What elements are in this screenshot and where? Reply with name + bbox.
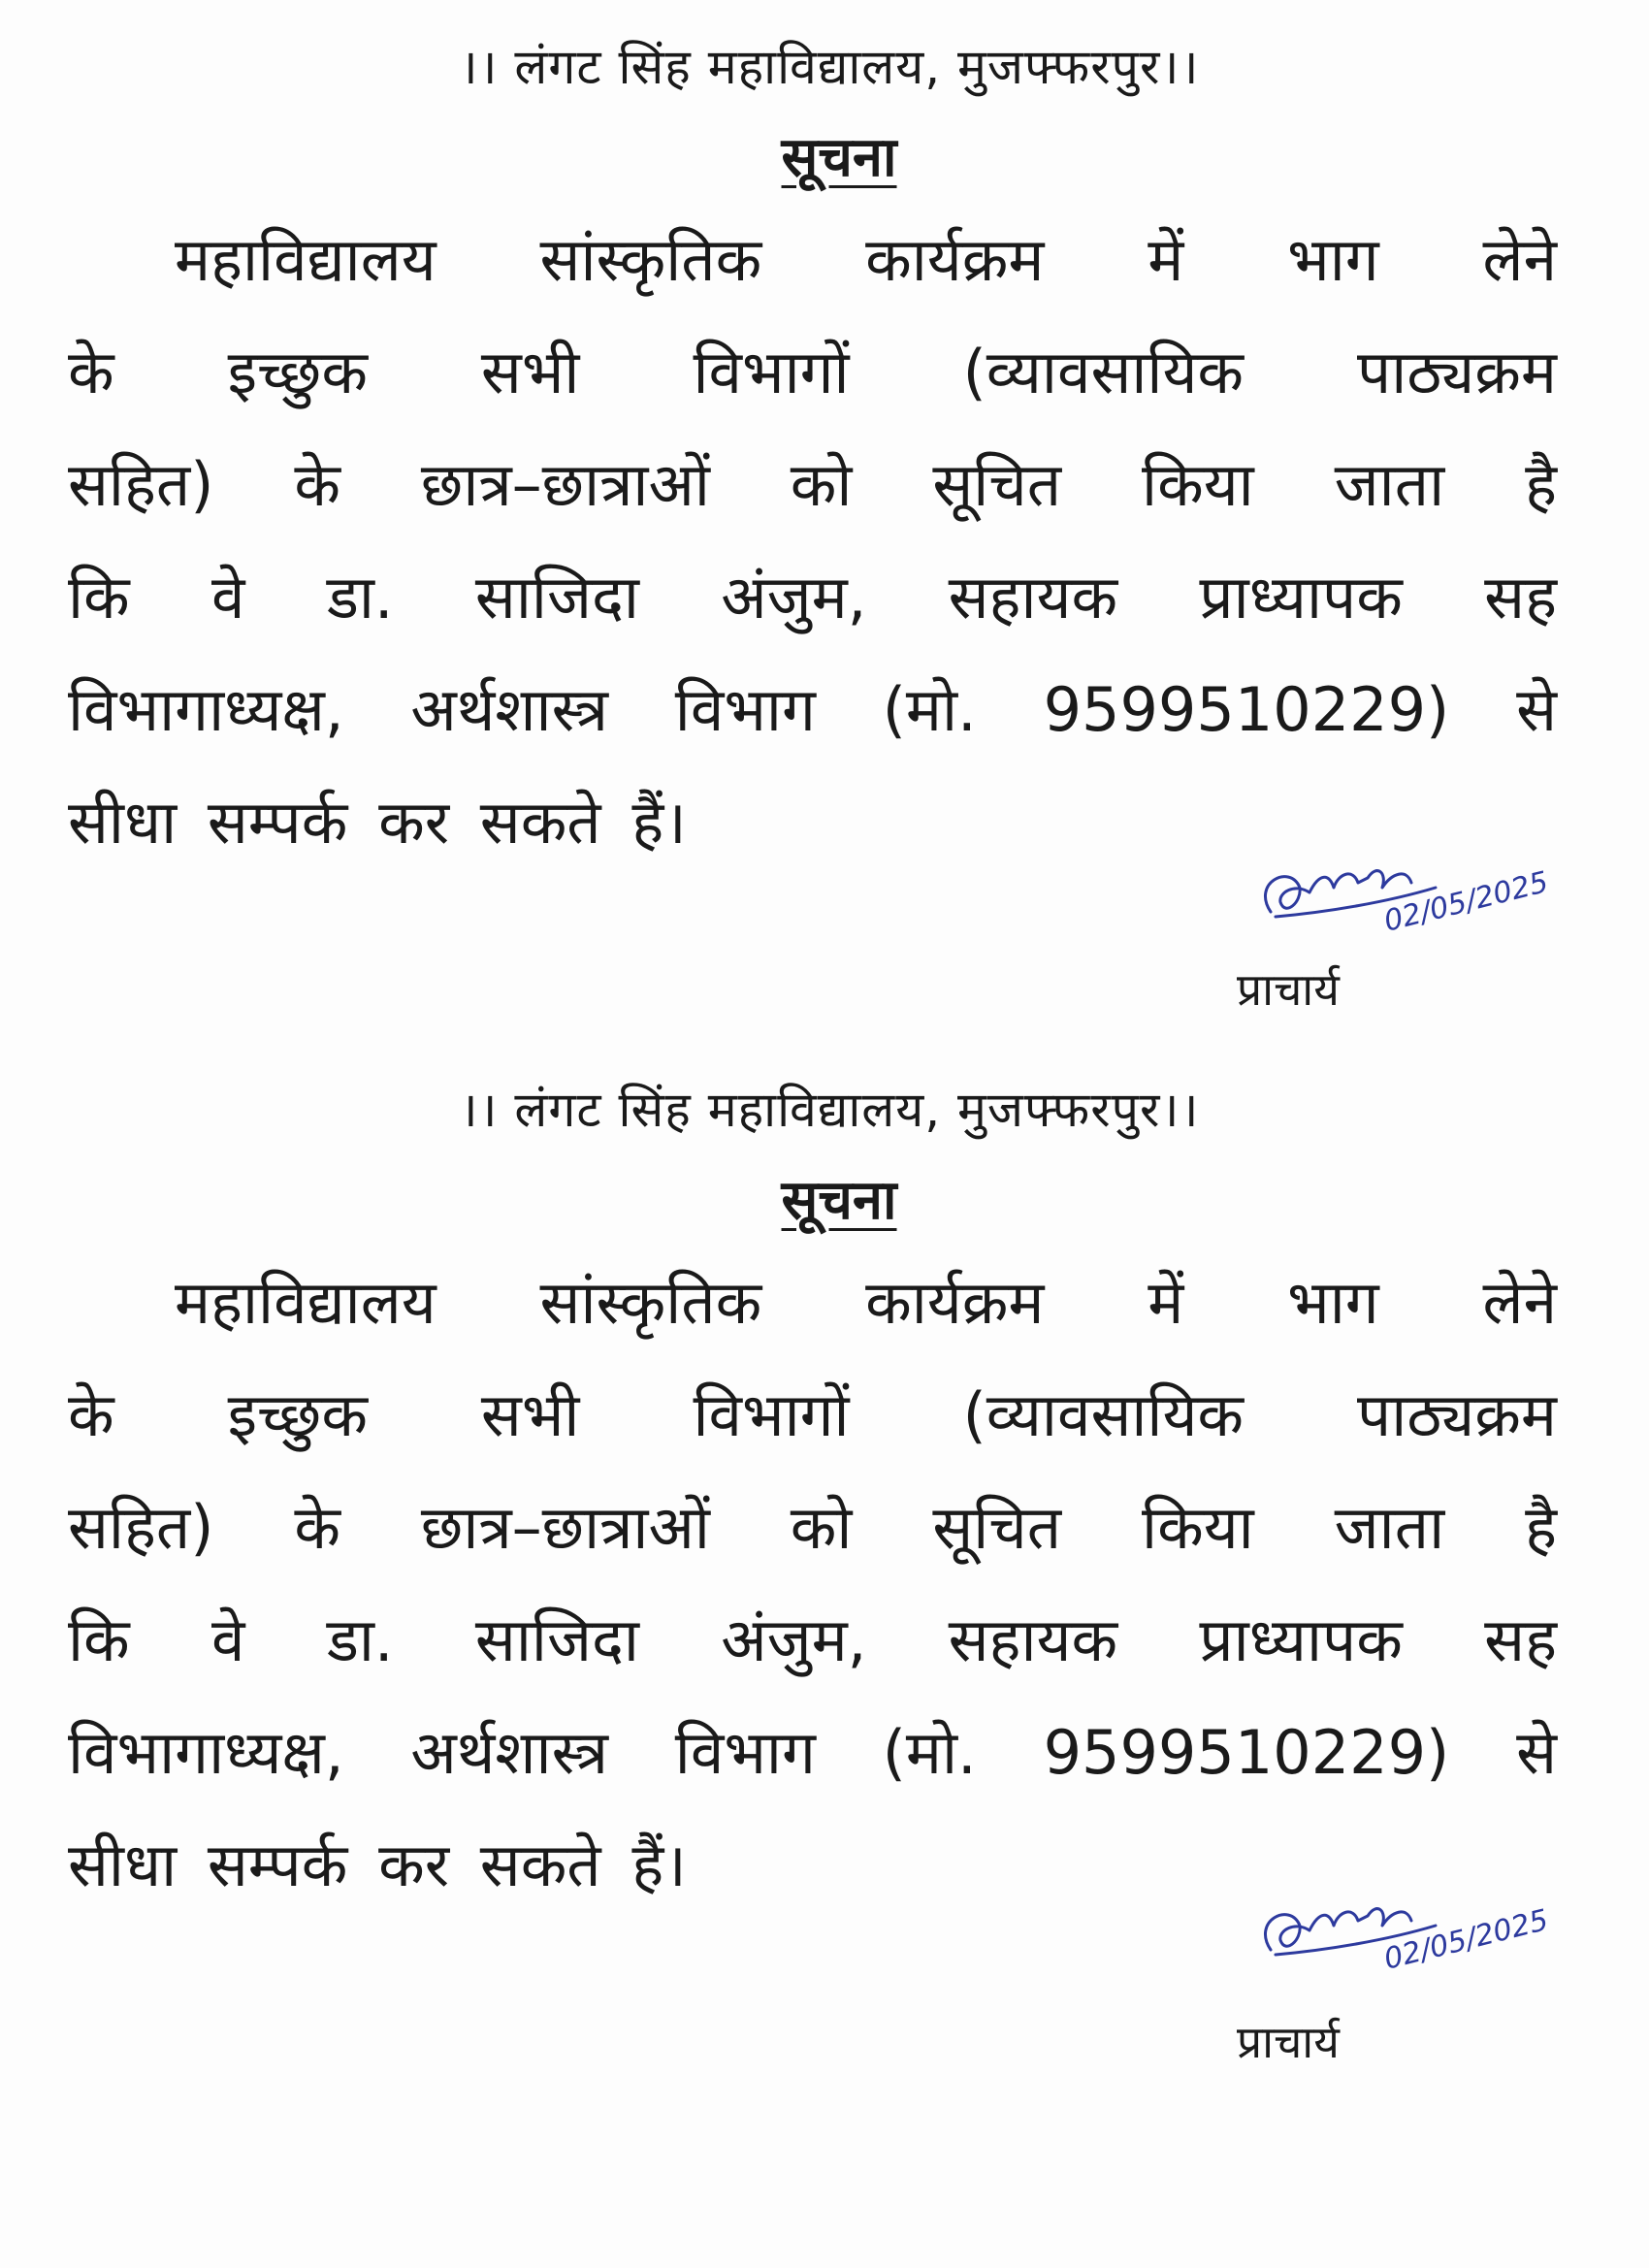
body-line: कि वे डा. साजिदा अंजुम, सहायक प्राध्यापक सह bbox=[68, 1604, 1557, 1675]
body-line: सीधा सम्पर्क कर सकते हैं। bbox=[68, 1830, 687, 1900]
body-line: कि वे डा. साजिदा अंजुम, सहायक प्राध्यापक सह bbox=[68, 562, 1557, 632]
handwritten-signature bbox=[1242, 844, 1562, 980]
handwritten-signature bbox=[1242, 1882, 1562, 2018]
signature-date: 02/05/2025 bbox=[1380, 864, 1552, 939]
signature-date: 02/05/2025 bbox=[1380, 1902, 1552, 1977]
college-heading: ।। लंगट सिंह महाविद्यालय, मुजफ्फरपुर।। bbox=[459, 1082, 1200, 1138]
body-line: महाविद्यालय सांस्कृतिक कार्यक्रम में भाग लेने bbox=[175, 1267, 1557, 1338]
notice-body bbox=[68, 204, 1557, 879]
body-line: सीधा सम्पर्क कर सकते हैं। bbox=[68, 787, 687, 858]
notice-title bbox=[0, 124, 1649, 192]
body-line: सहित) के छात्र–छात्राओं को सूचित किया जाता है bbox=[68, 1492, 1557, 1563]
body-line: विभागाध्यक्ष, अर्थशास्त्र विभाग (मो. 9599510229) से bbox=[68, 1717, 1557, 1788]
notice-title bbox=[0, 1167, 1649, 1235]
signature-scribble bbox=[1242, 844, 1562, 980]
notice-title-text: सूचना bbox=[781, 126, 897, 189]
body-line: सहित) के छात्र–छात्राओं को सूचित किया जाता है bbox=[68, 449, 1557, 520]
notice-title-text: सूचना bbox=[781, 1169, 897, 1232]
college-heading: ।। लंगट सिंह महाविद्यालय, मुजफ्फरपुर।। bbox=[459, 39, 1200, 95]
body-line: विभागाध्यक्ष, अर्थशास्त्र विभाग (मो. 9599510229) से bbox=[68, 674, 1557, 745]
designation: प्राचार्य bbox=[1237, 2016, 1340, 2068]
body-line: के इच्छुक सभी विभागों (व्यावसायिक पाठ्यक्रम bbox=[68, 1379, 1557, 1450]
designation: प्राचार्य bbox=[1237, 963, 1340, 1016]
signature-scribble bbox=[1242, 1882, 1562, 2018]
body-line: महाविद्यालय सांस्कृतिक कार्यक्रम में भाग लेने bbox=[175, 224, 1557, 295]
notice-body bbox=[68, 1247, 1557, 1922]
body-line: के इच्छुक सभी विभागों (व्यावसायिक पाठ्यक्रम bbox=[68, 337, 1557, 407]
